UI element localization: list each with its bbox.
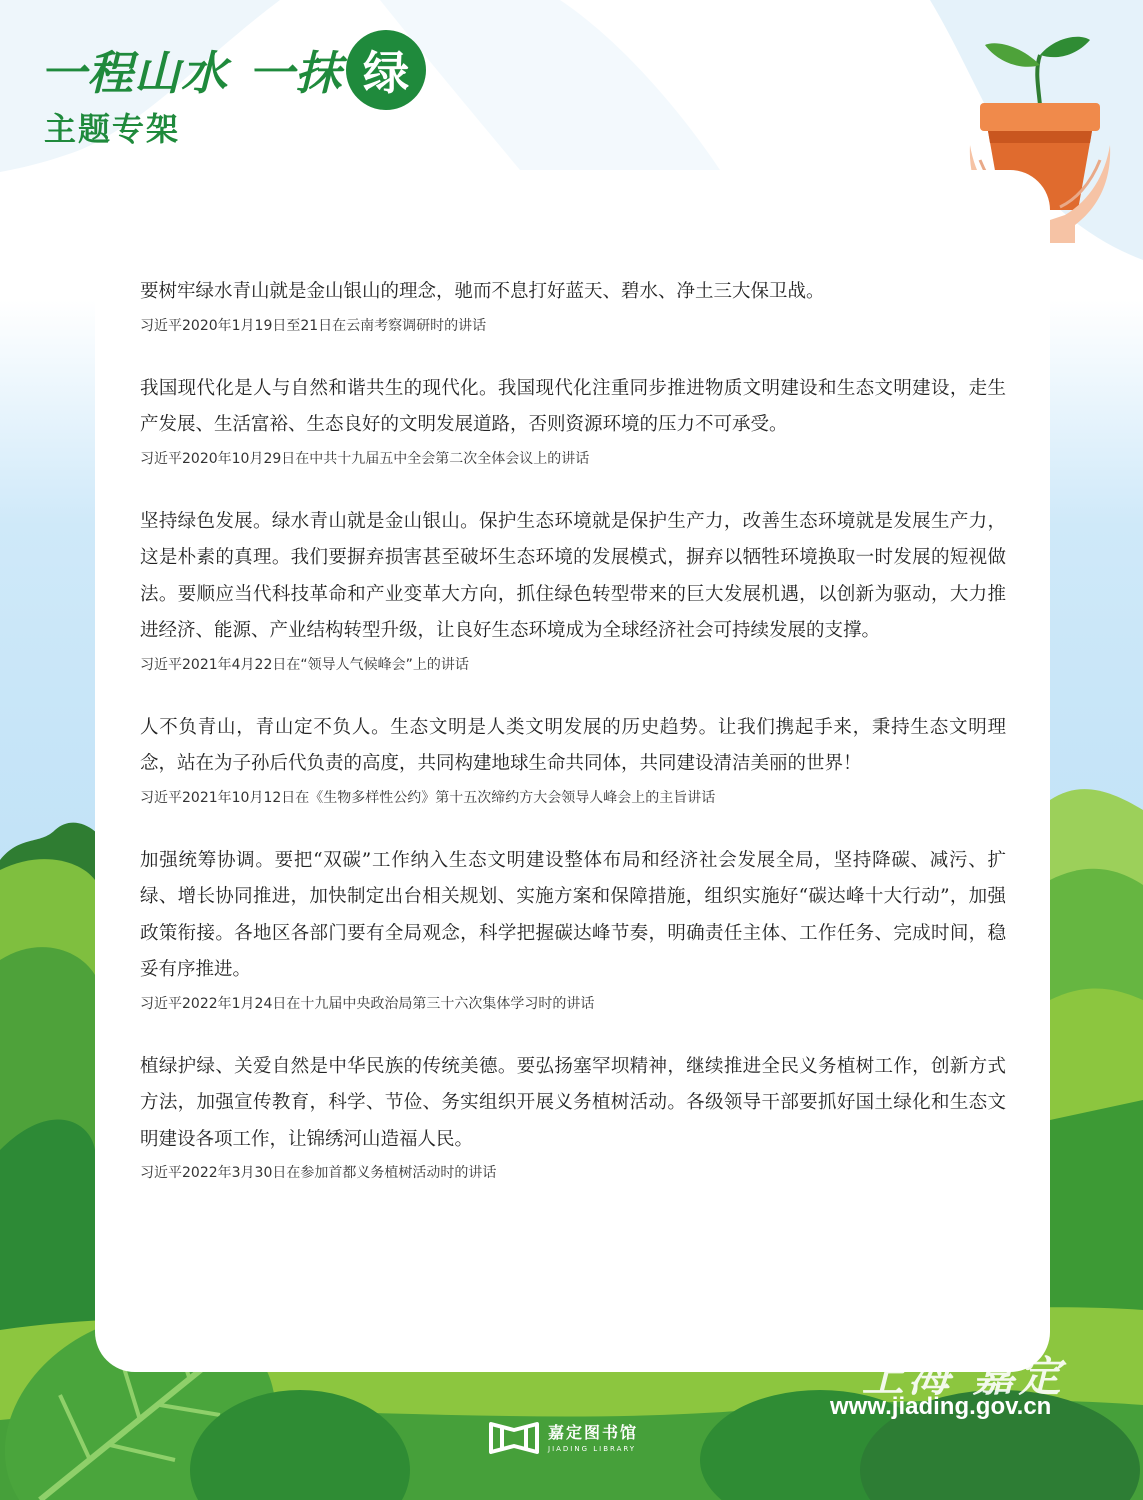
quote-source: 习近平2020年10月29日在中共十九届五中全会第二次全体会议上的讲话 — [140, 450, 590, 467]
quote-item — [140, 710, 1006, 809]
quote-text: 加强统筹协调。要把“双碳”工作纳入生态文明建设整体布局和经济社会发展全局，坚持降碳、减污、扩绿、增长协同推进，加快制定出台相关规划、实施方案和保障措施，组织实施好“碳达峰十大行动”，加强政策衔接。各地区各部门要有全局观念，科学把握碳达峰节奏，明确责任主体、工作任务、完成时间，稳妥有序推进。 — [140, 849, 1006, 980]
title-highlight: 绿 — [363, 46, 409, 100]
brand-url[interactable]: www.jiading.gov.cn — [830, 1393, 1052, 1420]
quote-item — [140, 504, 1006, 676]
quote-text: 人不负青山，青山定不负人。生态文明是人类文明发展的历史趋势。让我们携起手来，秉持生态文明理念，站在为子孙后代负责的高度，共同构建地球生命共同体，共同建设清洁美丽的世界！ — [140, 716, 1006, 774]
quote-item — [140, 274, 1006, 337]
quote-source: 习近平2021年10月12日在《生物多样性公约》第十五次缔约方大会领导人峰会上的主旨讲话 — [140, 789, 716, 806]
quotes-list — [140, 274, 1006, 1218]
quote-text: 要树牢绿水青山就是金山银山的理念，驰而不息打好蓝天、碧水、净土三大保卫战。 — [140, 281, 825, 302]
title-part1: 一程山水 — [40, 46, 228, 100]
quote-text: 坚持绿色发展。绿水青山就是金山银山。保护生态环境就是保护生产力，改善生态环境就是发展生产力，这是朴素的真理。我们要摒弃损害甚至破坏生态环境的发展模式，摒弃以牺牲环境换取一时发展的短视做法。要顺应当代科技革命和产业变革大方向，抓住绿色转型带来的巨大发展机遇，以创新为驱动，大力推进经济、能源、产业结构转型升级，让良好生态环境成为全球经济社会可持续发展的支撑。 — [140, 510, 1006, 641]
subtitle: 主题专架 — [44, 110, 181, 148]
header-title — [40, 30, 426, 110]
title-highlight-badge — [346, 30, 426, 110]
open-book-icon — [488, 1416, 540, 1456]
quote-item — [140, 843, 1006, 1015]
library-name-cn: 嘉定图书馆 — [548, 1422, 639, 1442]
quote-source: 习近平2022年1月24日在十九届中央政治局第三十六次集体学习时的讲话 — [140, 995, 595, 1012]
quote-item — [140, 1049, 1006, 1185]
library-logo — [488, 1416, 638, 1456]
quote-source: 习近平2022年3月30日在参加首都义务植树活动时的讲话 — [140, 1165, 497, 1181]
quote-source: 习近平2021年4月22日在“领导人气候峰会”上的讲话 — [140, 656, 469, 673]
quote-item — [140, 371, 1006, 470]
quote-source: 习近平2020年1月19日至21日在云南考察调研时的讲话 — [140, 317, 487, 334]
brand-name: 上海 嘉定 — [862, 1352, 1065, 1401]
title-part2: 一抹 — [248, 46, 342, 100]
quote-text: 我国现代化是人与自然和谐共生的现代化。我国现代化注重同步推进物质文明建设和生态文明建设，走生产发展、生活富裕、生态良好的文明发展道路，否则资源环境的压力不可承受。 — [140, 377, 1006, 435]
library-name-en: JIADING LIBRARY — [548, 1444, 637, 1453]
quote-text: 植绿护绿、关爱自然是中华民族的传统美德。要弘扬塞罕坝精神，继续推进全民义务植树工作，创新方式方法，加强宣传教育，科学、节俭、务实组织开展义务植树活动。各级领导干部要抓好国土绿化和生态文明建设各项工作，让锦绣河山造福人民。 — [140, 1055, 1006, 1150]
